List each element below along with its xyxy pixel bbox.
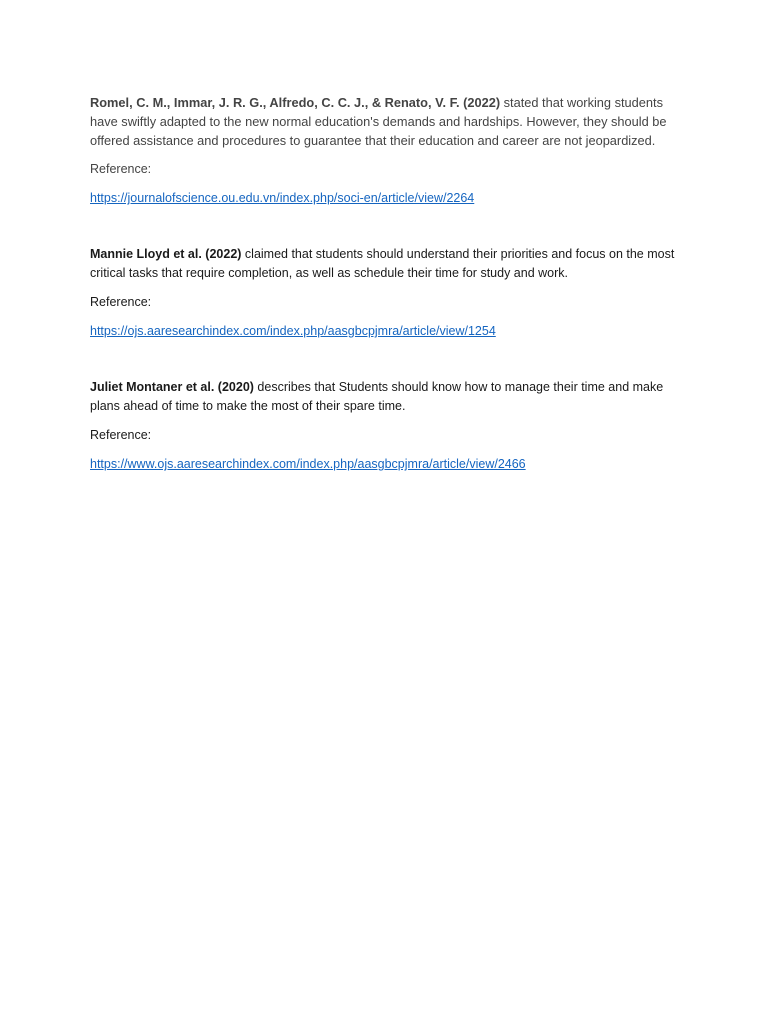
citation-entry [90,245,680,341]
document-page [90,93,680,511]
reference-label: Reference: [90,428,152,442]
citation-text: claimed that students should understand their priorities and focus on the most critical tasks that require completion, as well as schedule their time for study and work. [90,247,675,280]
citation-paragraph [90,378,680,416]
reference-label: Reference: [90,295,152,309]
citation-entry [90,93,680,208]
citation-text: describes that Students should know how to manage their time and make plans ahead of time to make the most of their spare time. [90,380,664,413]
citation-author: Romel, C. M., Immar, J. R. G., Alfredo, C. C. J., & Renato, V. F. (2022) [90,95,501,110]
reference-link[interactable]: https://journalofscience.ou.edu.vn/index.php/soci-en/article/view/2264 [90,191,475,205]
citation-paragraph [90,245,680,283]
citation-author: Juliet Montaner et al. (2020) [90,380,254,394]
reference-link[interactable]: https://www.ojs.aaresearchindex.com/index.php/aasgbcpjmra/article/view/2466 [90,457,526,471]
citation-entry [90,378,680,474]
reference-label: Reference: [90,162,152,176]
citation-paragraph [90,93,680,150]
reference-link[interactable]: https://ojs.aaresearchindex.com/index.php/aasgbcpjmra/article/view/1254 [90,324,496,338]
citation-text: stated that working students have swiftly adapted to the new normal education's demands and hardships. However, they should be offered assistance and procedures to guarantee that their education and career are not jeopardized. [90,95,667,148]
citation-author: Mannie Lloyd et al. (2022) [90,247,242,261]
